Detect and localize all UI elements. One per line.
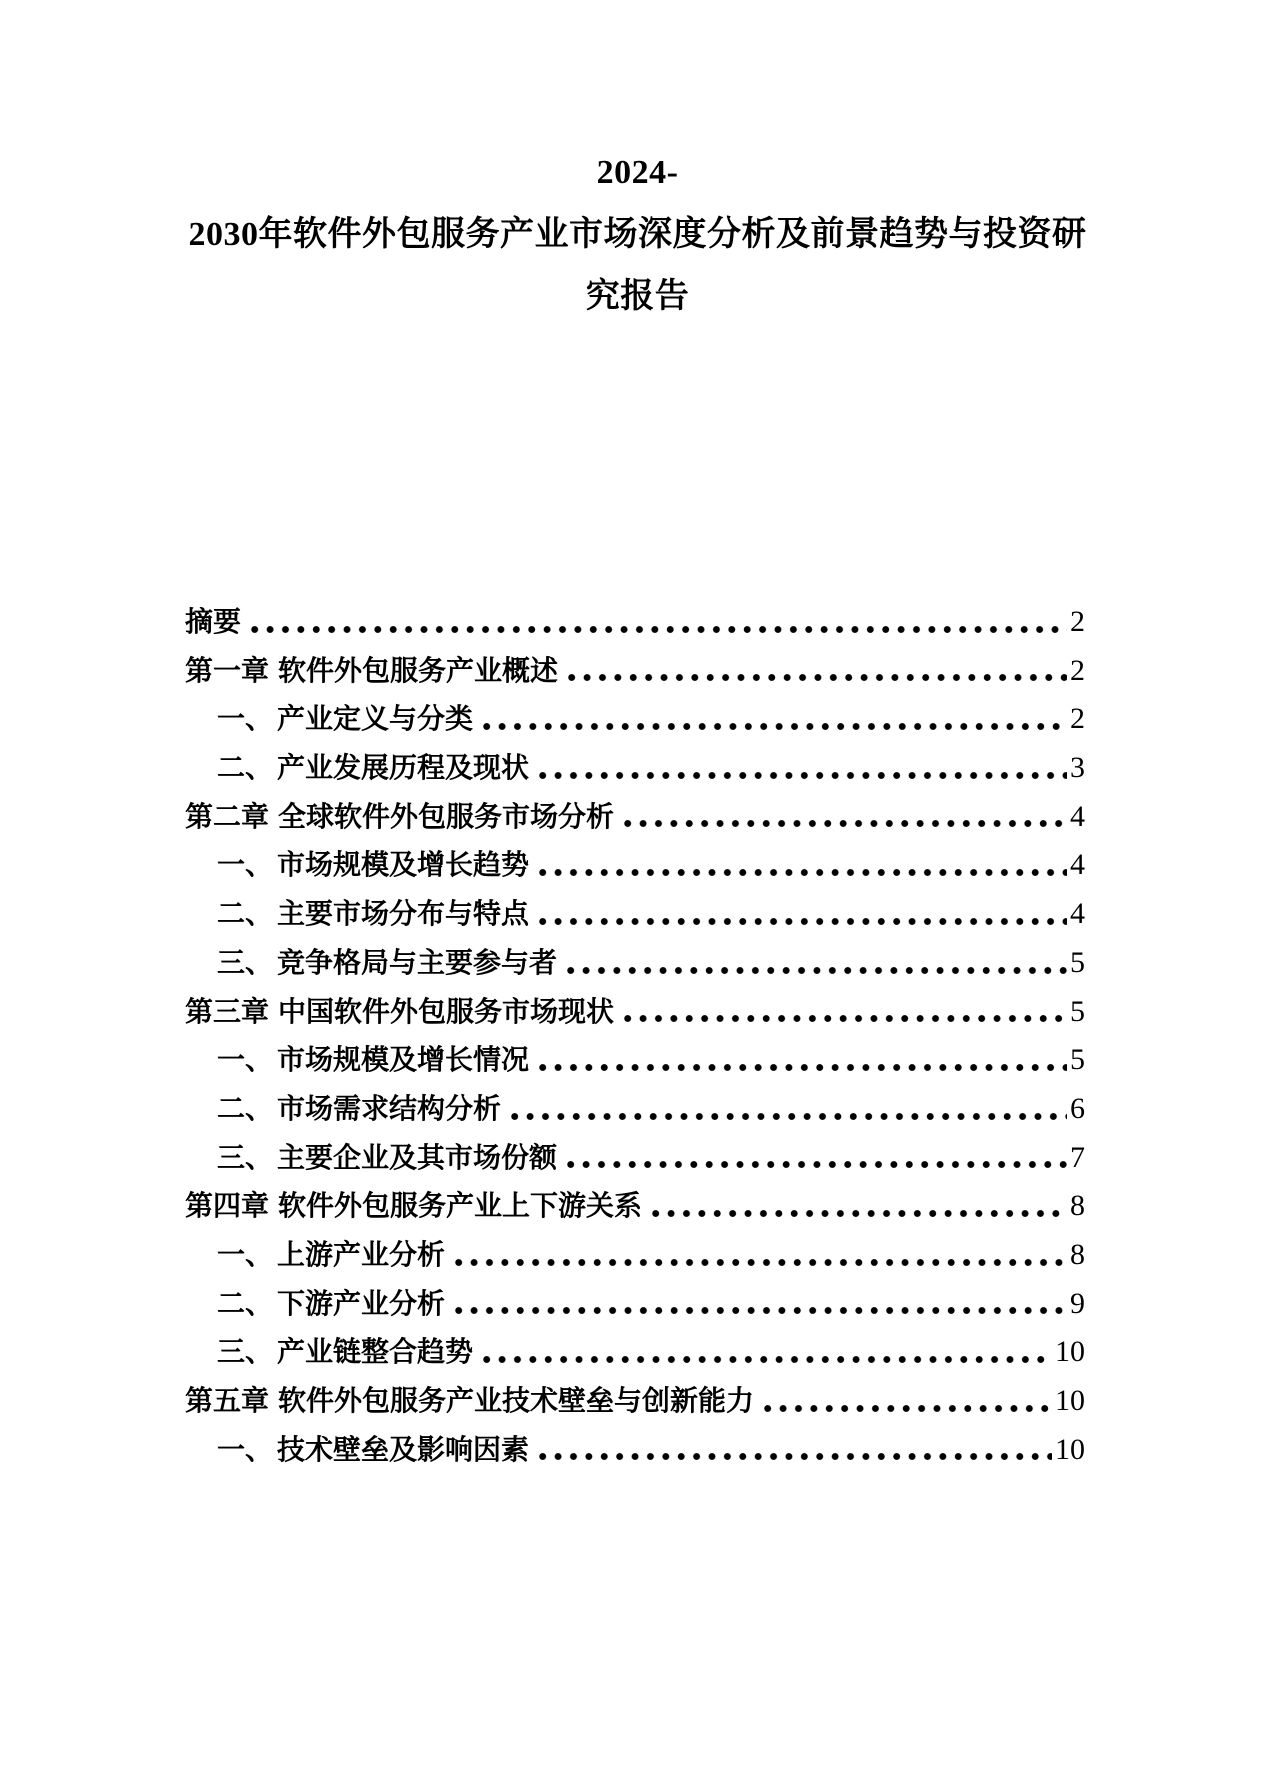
toc-entry-number: 第五章 xyxy=(185,1385,270,1416)
dot-leader xyxy=(620,988,1067,1037)
dot-leader xyxy=(648,1182,1067,1231)
toc-entry-number: 第四章 xyxy=(185,1190,270,1222)
dot-leader xyxy=(535,890,1067,939)
toc-entry-chapter xyxy=(185,793,1085,842)
toc-entry-section xyxy=(185,1280,1085,1329)
toc-entry-number: 一、 xyxy=(217,703,274,735)
toc-page-number: 6 xyxy=(1070,1091,1085,1125)
toc-page-number: 9 xyxy=(1070,1286,1085,1320)
toc-entry-section xyxy=(185,1085,1085,1134)
toc-page-number: 5 xyxy=(1070,994,1085,1028)
toc-page-number: 10 xyxy=(1055,1432,1085,1466)
toc-page-number: 10 xyxy=(1055,1384,1085,1417)
toc-entry-title: 产业链整合趋势 xyxy=(277,1336,474,1368)
dot-leader xyxy=(507,1085,1067,1134)
toc-page-number: 4 xyxy=(1070,799,1085,833)
toc-entry-section xyxy=(185,841,1085,890)
toc-entry-section xyxy=(185,939,1085,988)
toc-page-number: 8 xyxy=(1070,1237,1085,1271)
dot-leader xyxy=(451,1280,1067,1329)
table-of-contents xyxy=(185,598,1085,1474)
toc-entry-number: 一、 xyxy=(217,1044,274,1076)
toc-entry-section xyxy=(185,1328,1085,1377)
toc-entry-number: 二、 xyxy=(217,1092,274,1124)
toc-entry-title: 摘要 xyxy=(185,606,242,637)
report-title-line: 2030年软件外包服务产业市场深度分析及前景趋势与投资研 xyxy=(188,216,1087,253)
toc-entry-number: 二、 xyxy=(217,752,274,784)
toc-page-number: 5 xyxy=(1070,945,1085,979)
toc-page-number: 4 xyxy=(1070,848,1085,882)
dot-leader xyxy=(535,1426,1052,1475)
dot-leader xyxy=(247,598,1067,647)
toc-entry-title: 产业定义与分类 xyxy=(277,703,474,735)
toc-entry-title: 主要市场分布与特点 xyxy=(277,898,530,930)
toc-entry-title: 软件外包服务产业概述 xyxy=(278,654,559,686)
toc-entry-number: 三、 xyxy=(217,946,274,978)
dot-leader xyxy=(563,1134,1067,1183)
toc-entry-section xyxy=(185,744,1085,793)
toc-entry-chapter xyxy=(185,647,1085,696)
dot-leader xyxy=(563,939,1067,988)
toc-entry-section xyxy=(185,695,1085,744)
toc-entry-chapter xyxy=(185,598,1085,647)
report-title-line: 2024- xyxy=(596,154,679,191)
toc-entry-section xyxy=(185,1036,1085,1085)
toc-entry-title: 全球软件外包服务市场分析 xyxy=(278,800,615,832)
dot-leader xyxy=(535,841,1067,890)
toc-entry-title: 中国软件外包服务市场现状 xyxy=(278,995,615,1027)
dot-leader xyxy=(451,1231,1067,1280)
report-title xyxy=(100,142,1175,328)
toc-entry-title: 上游产业分析 xyxy=(277,1238,446,1270)
dot-leader xyxy=(760,1377,1052,1426)
toc-entry-chapter xyxy=(185,988,1085,1037)
toc-entry-number: 第二章 xyxy=(185,800,270,832)
toc-entry-number: 一、 xyxy=(217,849,274,881)
toc-entry-chapter xyxy=(185,1182,1085,1231)
toc-entry-title: 主要企业及其市场份额 xyxy=(277,1141,558,1173)
toc-page-number: 7 xyxy=(1070,1140,1085,1174)
report-title-line: 究报告 xyxy=(585,278,690,315)
toc-entry-section xyxy=(185,890,1085,939)
toc-entry-title: 技术壁垒及影响因素 xyxy=(277,1433,530,1465)
toc-entry-number: 二、 xyxy=(217,1287,274,1319)
toc-page-number: 8 xyxy=(1070,1189,1085,1223)
dot-leader xyxy=(479,1328,1052,1377)
dot-leader xyxy=(620,793,1067,842)
toc-page-number: 3 xyxy=(1070,751,1085,785)
toc-page-number: 4 xyxy=(1070,897,1085,931)
toc-entry-title: 竞争格局与主要参与者 xyxy=(277,946,558,978)
toc-entry-title: 软件外包服务产业上下游关系 xyxy=(278,1190,643,1222)
toc-page-number: 2 xyxy=(1070,653,1085,687)
toc-page-number: 5 xyxy=(1070,1043,1085,1077)
toc-page-number: 2 xyxy=(1070,702,1085,736)
toc-page-number: 10 xyxy=(1055,1335,1085,1369)
toc-entry-title: 市场规模及增长情况 xyxy=(277,1044,530,1076)
toc-entry-number: 第三章 xyxy=(185,995,270,1027)
dot-leader xyxy=(479,695,1067,744)
toc-entry-number: 一、 xyxy=(217,1238,274,1270)
toc-entry-title: 市场需求结构分析 xyxy=(277,1092,502,1124)
toc-entry-title: 软件外包服务产业技术壁垒与创新能力 xyxy=(278,1385,755,1416)
toc-entry-title: 产业发展历程及现状 xyxy=(277,752,530,784)
toc-entry-chapter xyxy=(185,1377,1085,1426)
toc-entry-number: 二、 xyxy=(217,898,274,930)
toc-entry-number: 第一章 xyxy=(185,654,270,686)
toc-entry-section xyxy=(185,1231,1085,1280)
toc-entry-number: 一、 xyxy=(217,1433,274,1465)
toc-entry-number: 三、 xyxy=(217,1336,274,1368)
toc-entry-section xyxy=(185,1134,1085,1183)
toc-entry-title: 市场规模及增长趋势 xyxy=(277,849,530,881)
document-page xyxy=(0,142,1275,1792)
toc-entry-title: 下游产业分析 xyxy=(277,1287,446,1319)
dot-leader xyxy=(535,1036,1067,1085)
toc-page-number: 2 xyxy=(1070,605,1085,638)
dot-leader xyxy=(564,647,1067,696)
toc-entry-section xyxy=(185,1426,1085,1475)
dot-leader xyxy=(535,744,1067,793)
toc-entry-number: 三、 xyxy=(217,1141,274,1173)
